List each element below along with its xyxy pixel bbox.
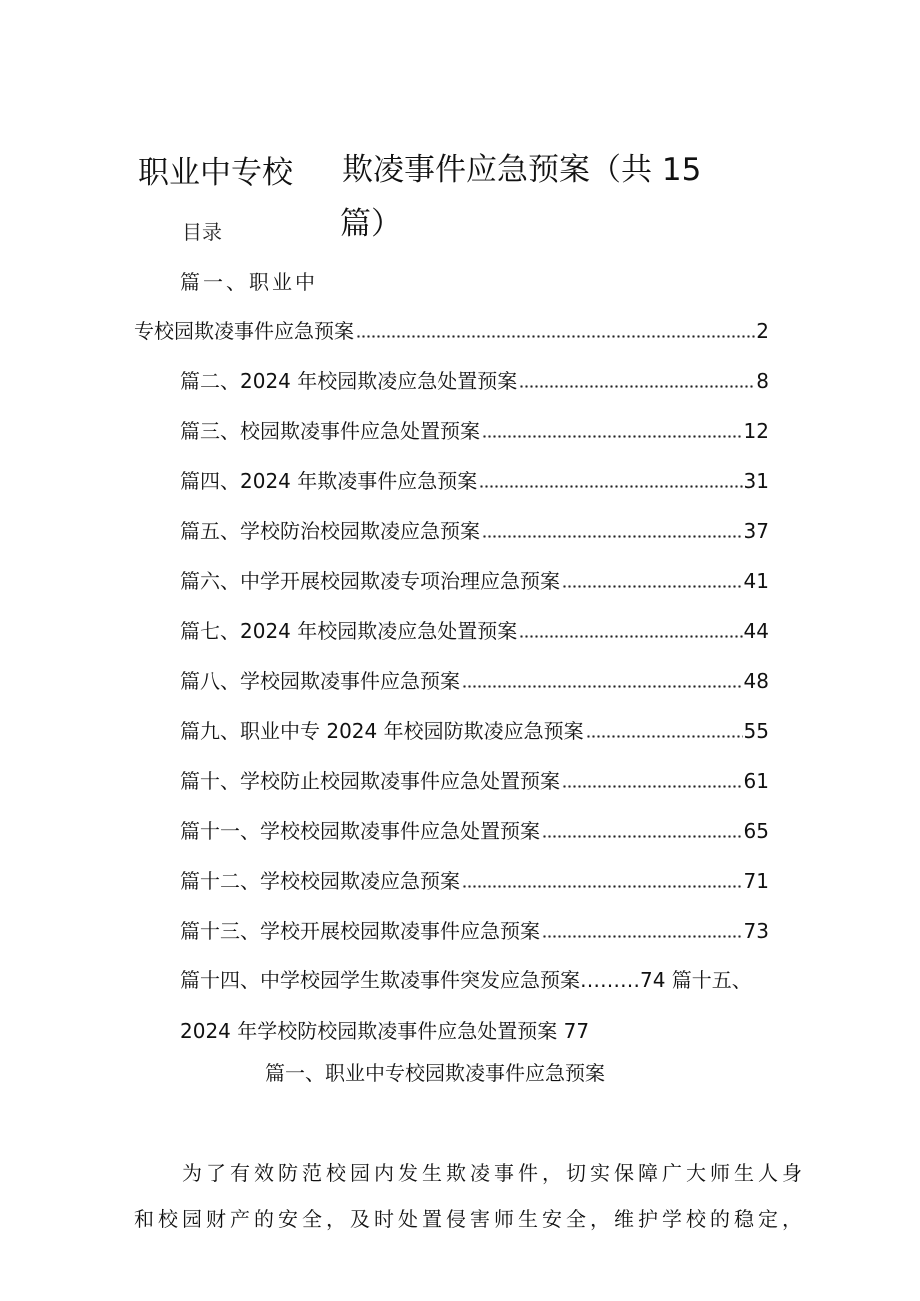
toc-item-2[interactable] [180,364,769,394]
toc-item-page: 41 [743,569,769,593]
toc-item-7[interactable] [180,614,769,644]
toc-item-10[interactable] [180,764,769,794]
toc-item-label: 篇九、职业中专 2024 年校园防欺凌应急预案 [180,719,584,743]
toc-leader [542,829,743,839]
toc-item-label: 篇五、学校防治校园欺凌应急预案 [180,519,480,543]
toc-leader [562,779,743,789]
toc-item-page: 37 [743,519,769,543]
toc-item-6[interactable] [180,564,769,594]
toc-item-label: 篇十一、学校校园欺凌事件应急处置预案 [180,819,540,843]
toc-item-13[interactable] [180,914,769,944]
toc-leader [542,929,743,939]
toc-leader [482,429,743,439]
toc-item-11[interactable] [180,814,769,844]
toc-item-label: 篇十、学校防止校园欺凌事件应急处置预案 [180,769,560,793]
toc-leader [586,729,743,739]
toc-item-page: 8 [756,369,769,393]
toc-item-page: 48 [743,669,769,693]
toc-leader [519,379,755,389]
toc-item-9[interactable] [180,714,769,744]
toc-item-page: 55 [743,719,769,743]
toc-leader [519,629,742,639]
toc-leader [462,679,743,689]
toc-leader [479,479,742,489]
toc-item-label: 篇八、学校园欺凌事件应急预案 [180,669,460,693]
toc-item-label: 篇六、中学开展校园欺凌专项治理应急预案 [180,569,560,593]
toc-item-8[interactable] [180,664,769,694]
toc-tail-line1[interactable]: 篇十四、中学校园学生欺凌事件突发应急预案………74 篇十五、 [180,968,752,992]
toc-item-label: 篇四、2024 年欺凌事件应急预案 [180,469,478,493]
toc-item-label: 篇十三、学校开展校园欺凌事件应急预案 [180,919,540,943]
toc-item-page: 71 [743,869,769,893]
toc-item-label: 专校园欺凌事件应急预案 [134,319,354,343]
toc-item-label: 篇十二、学校校园欺凌应急预案 [180,869,460,893]
toc-item-1[interactable] [134,314,769,344]
toc-tail-line2[interactable]: 2024 年学校防校园欺凌事件应急处置预案 77 [180,1019,590,1043]
title-part1: 职业中专校 [138,155,293,191]
toc-item-3[interactable] [180,414,769,444]
toc-item-page: 31 [743,469,769,493]
toc-item-page: 61 [743,769,769,793]
toc-item-page: 44 [743,619,769,643]
toc-item-label: 篇七、2024 年校园欺凌应急处置预案 [180,619,518,643]
title-part3: 篇） [340,206,402,242]
toc-leader [562,579,743,589]
toc-item-12[interactable] [180,864,769,894]
toc-item-page: 73 [743,919,769,943]
toc-item-page: 12 [743,419,769,443]
toc-label: 目录 [182,220,222,244]
title-part2: 欺凌事件应急预案（共 15 [342,152,702,188]
toc-item-label: 篇二、2024 年校园欺凌应急处置预案 [180,369,518,393]
toc-item-4[interactable] [180,464,769,494]
section-heading: 篇一、职业中专校园欺凌事件应急预案 [265,1061,605,1085]
toc-leader [462,879,743,889]
toc-item-page: 2 [756,319,769,343]
toc-leader [356,329,755,339]
toc-leader [482,529,743,539]
body-line-1: 为了有效防范校园内发生欺凌事件，切实保障广大师生人身 [182,1161,806,1185]
body-line-2: 和校园财产的安全，及时处置侵害师生安全，维护学校的稳定， [134,1207,806,1231]
toc-item-page: 65 [743,819,769,843]
toc-item-5[interactable] [180,514,769,544]
toc-item-label: 篇三、校园欺凌事件应急处置预案 [180,419,480,443]
toc-first-line1: 篇一、职业中 [180,270,318,294]
